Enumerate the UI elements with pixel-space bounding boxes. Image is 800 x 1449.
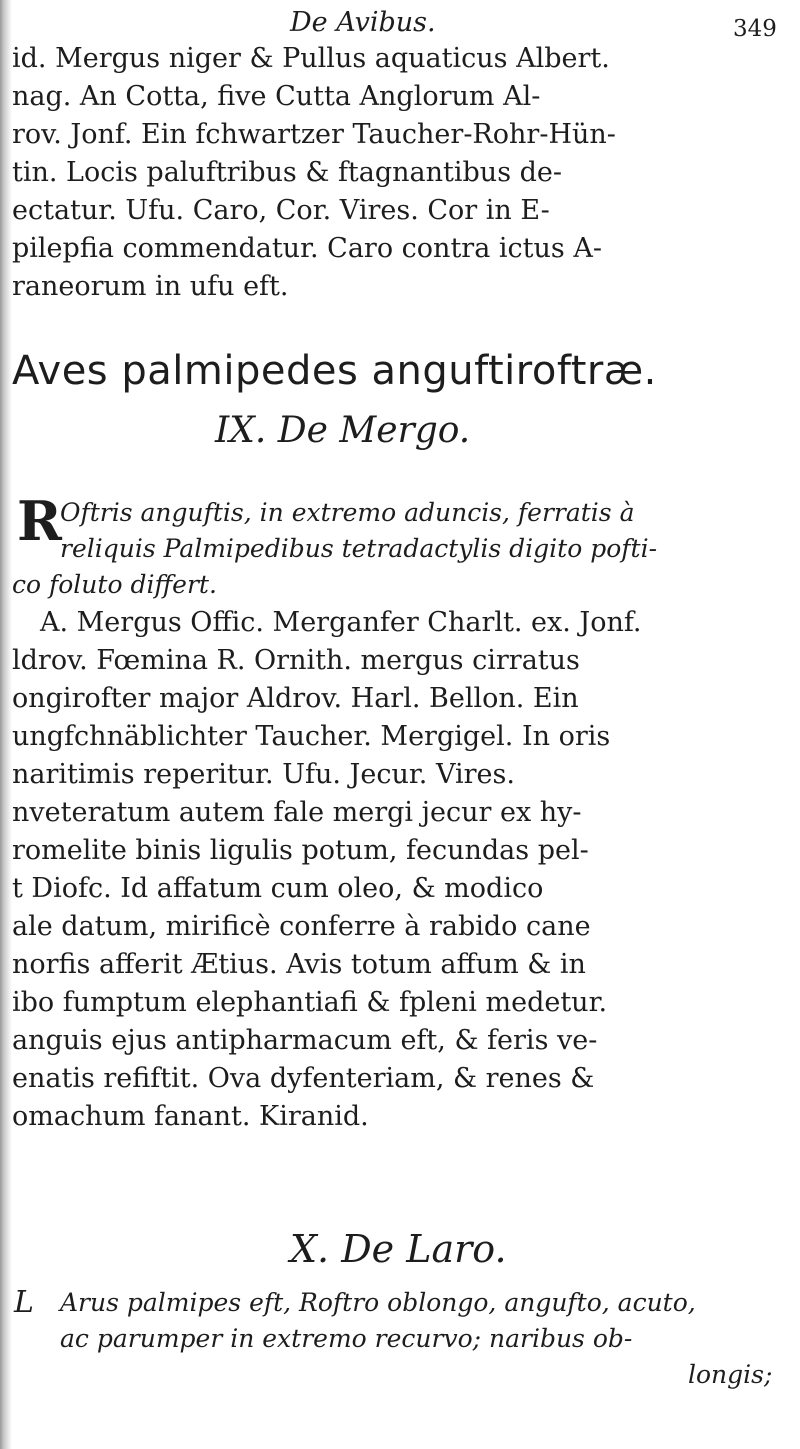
text-line: ale datum, mirificè conferre à rabido cane	[12, 911, 591, 942]
text-line: naritimis reperitur. Ufu. Jecur. Vires.	[12, 759, 515, 790]
text-line: tin. Locis paluftribus & ftagnantibus de-	[12, 157, 563, 188]
running-title: De Avibus.	[290, 7, 436, 38]
text-line: Arus palmipes eft, Roftro oblongo, angufto, acuto,	[60, 1288, 696, 1317]
page-number: 349	[733, 16, 777, 42]
text-line: longis;	[688, 1360, 773, 1389]
text-line: romelite binis ligulis potum, fecundas pel-	[12, 835, 589, 866]
text-line: nveteratum autem fale mergi jecur ex hy-	[12, 797, 582, 828]
text-line: raneorum in ufu eft.	[12, 271, 289, 302]
text-line: nag. An Cotta, five Cutta Anglorum Al-	[12, 81, 541, 112]
text-line: t Diofc. Id affatum cum oleo, & modico	[12, 873, 544, 904]
chapter-heading-ix: IX. De Mergo.	[215, 410, 471, 451]
section-heading: Aves palmipedes anguftiroftræ.	[12, 348, 657, 394]
text-line: norfis afferit Ætius. Avis totum affum & in	[12, 949, 586, 980]
text-line: reliquis Palmipedibus tetradactylis digito pofti-	[60, 534, 658, 563]
text-line: pilepfia commendatur. Caro contra ictus A-	[12, 233, 602, 264]
text-line: id. Mergus niger & Pullus aquaticus Albert.	[12, 43, 610, 74]
text-line: ectatur. Ufu. Caro, Cor. Vires. Cor in E-	[12, 195, 550, 226]
running-header	[0, 0, 800, 40]
text-line: A. Mergus Offic. Merganfer Charlt. ex. Jonf.	[40, 607, 642, 638]
text-line: co foluto differt.	[12, 570, 217, 599]
text-line: omachum fanant. Kiranid.	[12, 1101, 369, 1132]
drop-cap: L	[14, 1285, 34, 1320]
text-line: ldrov. Fœmina R. Ornith. mergus cirratus	[12, 645, 580, 676]
text-line: Oftris anguftis, in extremo aduncis, ferratis à	[60, 498, 635, 527]
text-line: ac parumper in extremo recurvo; naribus ob-	[60, 1324, 633, 1353]
drop-cap: R	[17, 489, 62, 553]
text-line: ibo fumptum elephantiafi & fpleni medetur.	[12, 987, 608, 1018]
text-line: enatis refiftit. Ova dyfenteriam, & renes &	[12, 1063, 595, 1094]
text-line: ungfchnäblichter Taucher. Mergigel. In oris	[12, 721, 611, 752]
chapter-heading-x: X. De Laro.	[290, 1227, 507, 1271]
text-line: anguis ejus antipharmacum eft, & feris ve-	[12, 1025, 598, 1056]
text-line: rov. Jonf. Ein fchwartzer Taucher-Rohr-Hün-	[12, 119, 616, 150]
text-line: ongirofter major Aldrov. Harl. Bellon. Ein	[12, 683, 579, 714]
